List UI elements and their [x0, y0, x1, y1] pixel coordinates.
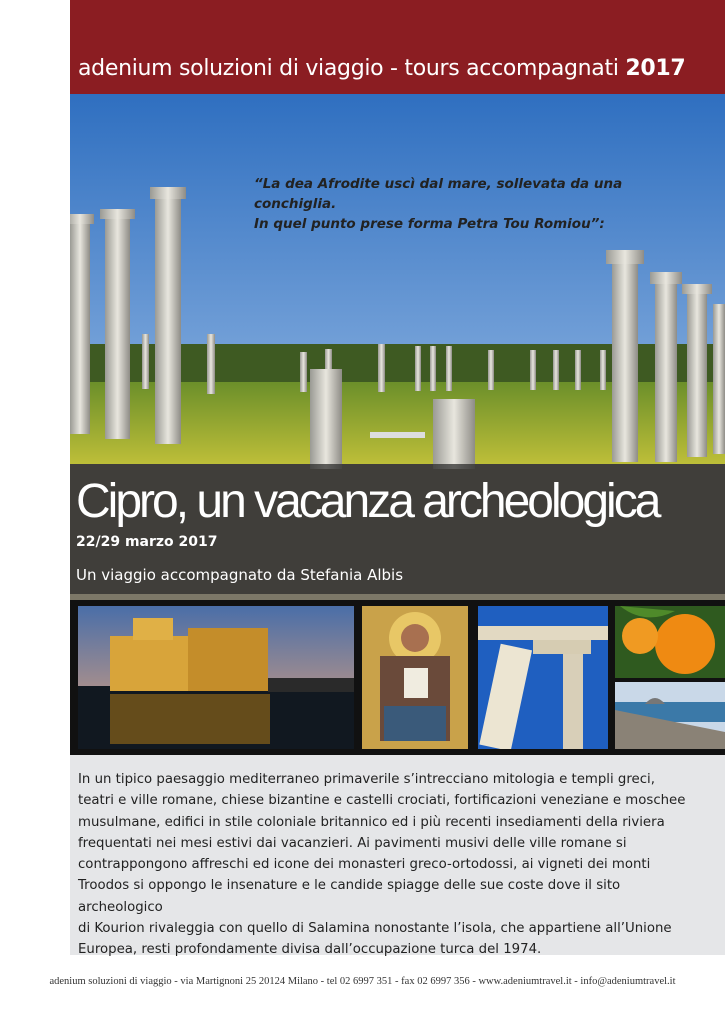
quote-line-1: “La dea Afrodite uscì dal mare, sollevata da una conchiglia.: [254, 176, 623, 212]
photo-strip: [70, 600, 725, 755]
header-banner: [70, 0, 725, 94]
description-line: di Kourion rivaleggia con quello di Salamina nonostante l’isola, che appartiene all’Unione: [78, 921, 672, 937]
description-line: Europea, resti profondamente divisa dall’occupazione turca del 1974.: [78, 942, 542, 958]
column-detail-photo: [478, 606, 608, 749]
header-title: [78, 56, 685, 81]
header-title-text: adenium soluzioni di viaggio - tours accompagnati: [78, 56, 619, 81]
main-title: Cipro, un vacanza archeologica: [76, 475, 659, 528]
description-line: frequentati nei mesi estivi dai vacanzieri. Ai pavimenti musivi delle ville romane si: [78, 835, 627, 851]
header-year: 2017: [625, 56, 686, 81]
description-text: [78, 769, 708, 961]
castle-night-photo: [78, 606, 354, 749]
trip-dates: 22/29 marzo 2017: [76, 534, 218, 550]
quote-line-2: In quel punto prese forma Petra Tou Romiou”:: [254, 216, 605, 232]
trip-subtitle: Un viaggio accompagnato da Stefania Albis: [76, 566, 404, 584]
footer-contact: adenium soluzioni di viaggio - via Martignoni 25 20124 Milano - tel 02 6997 351 - fax 02 6997 356 - www.adeniumtravel.it - info@adeniumtravel.it: [49, 976, 676, 987]
description-line: In un tipico paesaggio mediterraneo primaverile s’intrecciano mitologia e templi greci,: [78, 772, 655, 787]
description-line: teatri e ville romane, chiese bizantine e castelli crociati, fortificazioni veneziane e moschee: [78, 793, 686, 809]
hero-photo: [70, 94, 725, 600]
description-box: [70, 755, 725, 958]
beach-photo: [615, 682, 725, 749]
byzantine-icon-photo: [362, 606, 468, 749]
description-line: Troodos si oppongo le insenature e le candide spiagge delle sue coste dove il sito archeologico: [78, 878, 621, 915]
oranges-photo: [615, 606, 725, 678]
description-line: contrappongono affreschi ed icone dei monasteri greco-ortodossi, ai vigneti dei monti: [78, 857, 651, 873]
hero-quote: [254, 174, 684, 234]
description-line: musulmane, edifici in stile coloniale britannico ed i più recenti insediamenti della riviera: [78, 814, 665, 830]
